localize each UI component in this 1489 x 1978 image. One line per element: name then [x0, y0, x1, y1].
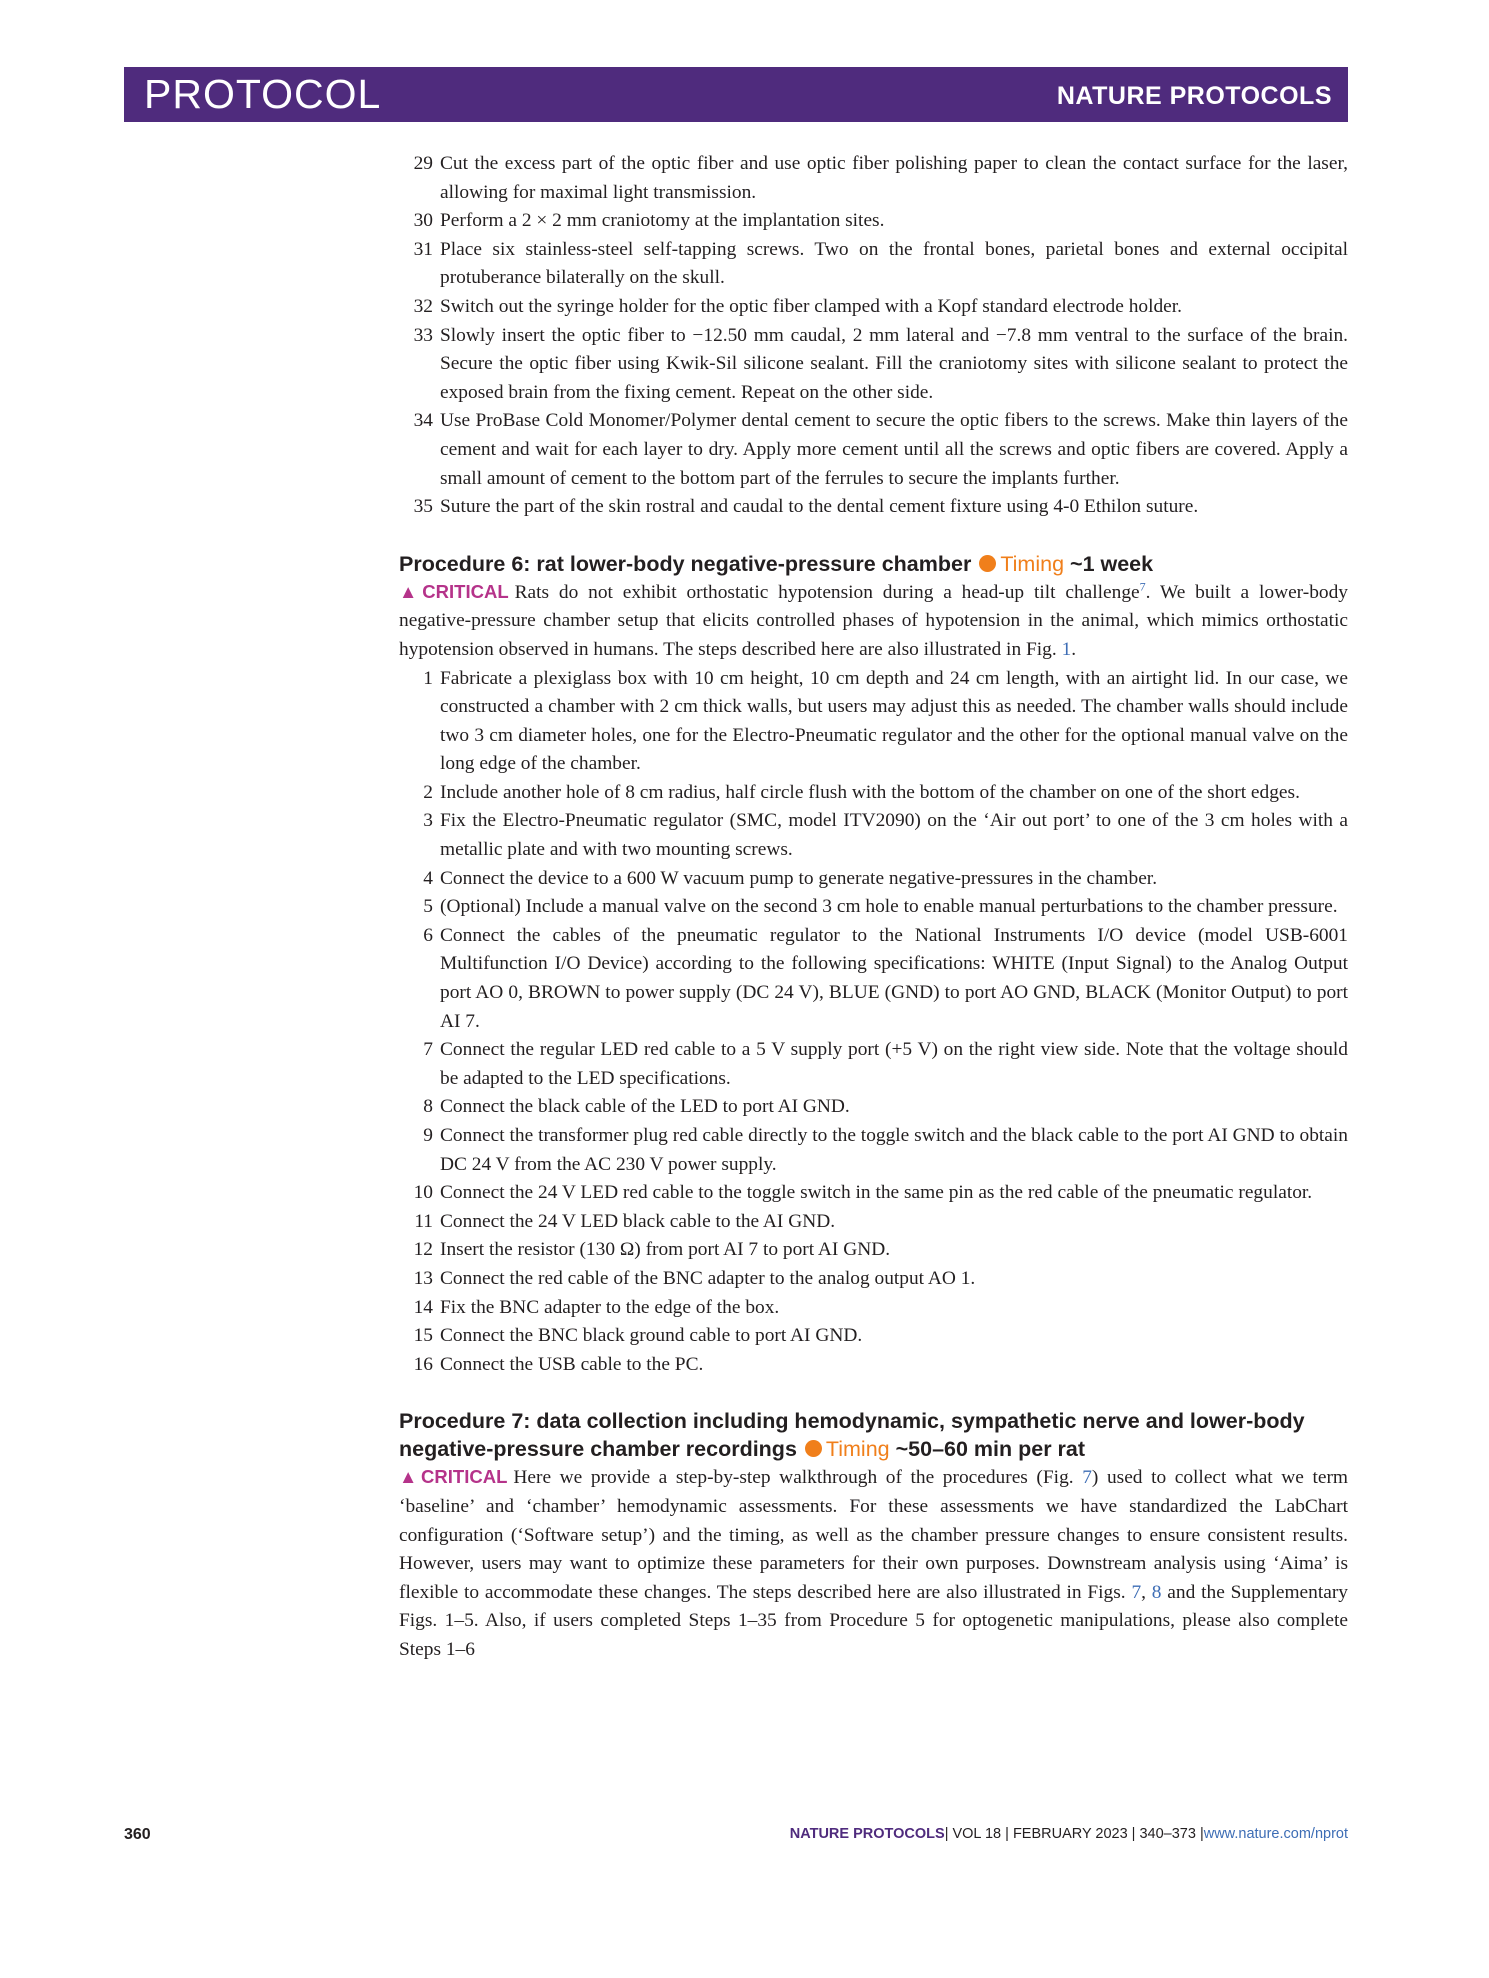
step-text: Connect the device to a 600 W vacuum pump to generate negative-pressures in the chamber. [440, 867, 1158, 889]
step-item [399, 807, 1348, 864]
procedure6-heading [399, 550, 1348, 578]
steps-list-procedure6 [399, 665, 1348, 1380]
step-text: Connect the 24 V LED red cable to the toggle switch in the same pin as the red cable of the pneumatic regulator. [440, 1182, 1313, 1204]
critical-text: ) used to collect what we term ‘baseline’ and ‘chamber’ hemodynamic assessments. For these assessments we have standardized the LabChart configuration (‘Software setup’) and the timing, as well as the chamber pressure changes to ensure consistent results. However, users may want to optimize these parameters for their own purposes. Downstream analysis using ‘Aima’ is flexible to accommodate these changes. The steps described here are also illustrated in Figs. [399, 1467, 1348, 1603]
step-item [399, 1208, 1348, 1237]
step-item [399, 865, 1348, 894]
step-text: Connect the red cable of the BNC adapter to the analog output AO 1. [440, 1267, 976, 1289]
step-text: Insert the resistor (130 Ω) from port AI 7 to port AI GND. [440, 1239, 891, 1261]
step-text: Include another hole of 8 cm radius, half circle flush with the bottom of the chamber on one of the short edges. [440, 781, 1300, 803]
steps-list-top [399, 150, 1348, 522]
step-item [399, 1351, 1348, 1380]
critical-text: and the Supplementary Figs. 1–5. Also, if users completed Steps 1–35 from Procedure 5 for optogenetic manipulations, please also complete Steps 1–6 [399, 1581, 1348, 1660]
step-number: 9 [423, 1125, 433, 1146]
step-text: Fix the BNC adapter to the edge of the box. [440, 1296, 780, 1318]
step-text: Place six stainless-steel self-tapping screws. Two on the frontal bones, parietal bones and external occipital protuberance bilaterally on the skull. [440, 238, 1348, 289]
step-number: 34 [413, 410, 433, 432]
step-text: Suture the part of the skin rostral and caudal to the dental cement fixture using 4-0 Ethilon suture. [440, 496, 1199, 518]
step-number: 11 [414, 1210, 433, 1232]
figure-link[interactable]: 8 [1151, 1581, 1162, 1603]
step-number: 1 [423, 667, 433, 689]
step-number: 5 [423, 896, 433, 918]
procedure7-critical [399, 1463, 1348, 1664]
journal-name: NATURE PROTOCOLS [1056, 82, 1332, 110]
procedure7-title: Procedure 7: data collection including hemodynamic, sympathetic nerve and lower-body negative-pressure chamber recordings [399, 1409, 1305, 1462]
header-banner [124, 67, 1348, 122]
procedure6-title: Procedure 6: rat lower-body negative-pressure chamber [399, 551, 972, 576]
step-text: Connect the cables of the pneumatic regulator to the National Instruments I/O device (model USB-6001 Multifunction I/O Device) according to the following specifications: WHITE (Input Signal) to the Analog Output port AO 0, BROWN to power supply (DC 24 V), BLUE (GND) to port AO GND, BLACK (Monitor Output) to port AI 7. [440, 924, 1348, 1032]
step-number: 32 [413, 295, 433, 317]
step-item [399, 1179, 1348, 1208]
page-content [399, 150, 1348, 1665]
critical-text: Here we provide a step-by-step walkthrough of the procedures (Fig. [513, 1467, 1083, 1489]
step-text: Connect the transformer plug red cable directly to the toggle switch and the black cable to the port AI GND to obtain DC 24 V from the AC 230 V power supply. [440, 1125, 1348, 1175]
step-number: 4 [423, 867, 433, 889]
step-text: Perform a 2 × 2 mm craniotomy at the implantation sites. [440, 210, 885, 232]
step-number: 7 [423, 1039, 433, 1061]
reference-link[interactable]: 7 [1139, 579, 1146, 594]
figure-link[interactable]: 7 [1082, 1467, 1092, 1489]
step-item [399, 150, 1348, 207]
footer-url-link[interactable]: www.nature.com/nprot [1203, 1826, 1348, 1842]
critical-text: . [1071, 638, 1077, 660]
step-number: 3 [423, 810, 433, 832]
procedure7-heading [399, 1407, 1348, 1463]
footer-citation [790, 1826, 1348, 1842]
step-item [399, 1322, 1348, 1351]
step-item [399, 1294, 1348, 1323]
step-item [399, 493, 1348, 522]
step-number: 15 [413, 1325, 433, 1347]
step-item [399, 665, 1348, 779]
step-item [399, 893, 1348, 922]
step-item [399, 407, 1348, 493]
step-text: Connect the regular LED red cable to a 5 V supply port (+5 V) on the right view side. Note that the voltage should be adapted to the LED specifications. [440, 1039, 1348, 1089]
procedure7-timing-label: Timing [825, 1437, 890, 1462]
step-item [399, 1265, 1348, 1294]
step-text: Connect the USB cable to the PC. [440, 1353, 704, 1375]
step-number: 8 [423, 1096, 433, 1118]
step-item [399, 236, 1348, 293]
step-number: 6 [423, 924, 433, 946]
step-number: 35 [413, 496, 433, 518]
step-item [399, 293, 1348, 322]
footer-volume: | VOL 18 | FEBRUARY 2023 | 340–373 | [944, 1826, 1204, 1842]
procedure6-critical [399, 578, 1348, 665]
critical-text: Rats do not exhibit orthostatic hypotension during a head-up tilt challenge [514, 581, 1140, 603]
step-text: Fix the Electro-Pneumatic regulator (SMC, model ITV2090) on the ‘Air out port’ to one of the 3 cm holes with a metallic plate and with two mounting screws. [440, 810, 1348, 861]
procedure6-timing-label: Timing [1000, 551, 1065, 576]
step-item [399, 207, 1348, 236]
step-item [399, 1036, 1348, 1093]
step-number: 13 [413, 1267, 433, 1289]
step-text: Cut the excess part of the optic fiber and use optic fiber polishing paper to clean the contact surface for the laser, allowing for maximal light transmission. [440, 153, 1348, 203]
step-item [399, 1122, 1348, 1179]
step-item [399, 1236, 1348, 1265]
step-text: (Optional) Include a manual valve on the second 3 cm hole to enable manual perturbations to the chamber pressure. [440, 896, 1338, 918]
figure-link[interactable]: 1 [1061, 638, 1072, 660]
step-number: 12 [413, 1239, 433, 1261]
step-text: Fabricate a plexiglass box with 10 cm height, 10 cm depth and 24 cm length, with an airtight lid. In our case, we constructed a chamber with 2 cm thick walls, but users may adjust this as needed. The chamber walls should include two 3 cm diameter holes, one for the Electro-Pneumatic regulator and the other for the optional manual valve on the long edge of the chamber. [440, 667, 1348, 775]
timing-dot-icon [979, 555, 996, 572]
step-number: 2 [423, 781, 433, 803]
step-item [399, 779, 1348, 808]
critical-tag: ▲CRITICAL [399, 580, 509, 602]
step-text: Connect the 24 V LED black cable to the AI GND. [440, 1210, 836, 1232]
step-item [399, 322, 1348, 408]
critical-text: . We built a lower-body negative-pressure chamber setup that elicits controlled phases of hypotension in the animal, which mimics orthostatic hypotension observed in humans. The steps described here are also illustrated in Fig. [399, 581, 1348, 660]
page-number: 360 [124, 1826, 151, 1843]
step-number: 29 [413, 153, 433, 174]
step-number: 31 [413, 238, 433, 260]
footer-journal: NATURE PROTOCOLS [789, 1826, 945, 1842]
timing-dot-icon [805, 1440, 822, 1457]
step-number: 30 [413, 210, 433, 232]
step-number: 33 [413, 324, 433, 346]
step-text: Slowly insert the optic fiber to −12.50 mm caudal, 2 mm lateral and −7.8 mm ventral to the surface of the brain. Secure the optic fiber using Kwik-Sil silicone sealant. Fill the craniotomy sites with silicone sealant to protect the exposed brain from the fixing cement. Repeat on the other side. [440, 324, 1348, 403]
step-text: Connect the black cable of the LED to port AI GND. [440, 1096, 850, 1118]
step-number: 14 [413, 1296, 433, 1318]
section-label: PROTOCOL [144, 71, 382, 117]
critical-text: , [1141, 1581, 1152, 1603]
step-item [399, 922, 1348, 1036]
figure-link[interactable]: 7 [1131, 1581, 1142, 1603]
step-text: Connect the BNC black ground cable to port AI GND. [440, 1325, 863, 1347]
step-item [399, 1093, 1348, 1122]
step-number: 16 [413, 1353, 433, 1375]
procedure6-timing-value: ~1 week [1070, 551, 1154, 576]
step-text: Use ProBase Cold Monomer/Polymer dental cement to secure the optic fibers to the screws. Make thin layers of the cement and wait for each layer to dry. Apply more cement until all the screws and optic fibers are covered. Apply a small amount of cement to the bottom part of the ferrules to secure the implants further. [440, 410, 1348, 489]
step-text: Switch out the syringe holder for the optic fiber clamped with a Kopf standard electrode holder. [440, 295, 1183, 317]
critical-tag: ▲CRITICAL [399, 1466, 508, 1488]
procedure7-timing-value: ~50–60 min per rat [895, 1437, 1086, 1462]
step-number: 10 [413, 1182, 433, 1204]
